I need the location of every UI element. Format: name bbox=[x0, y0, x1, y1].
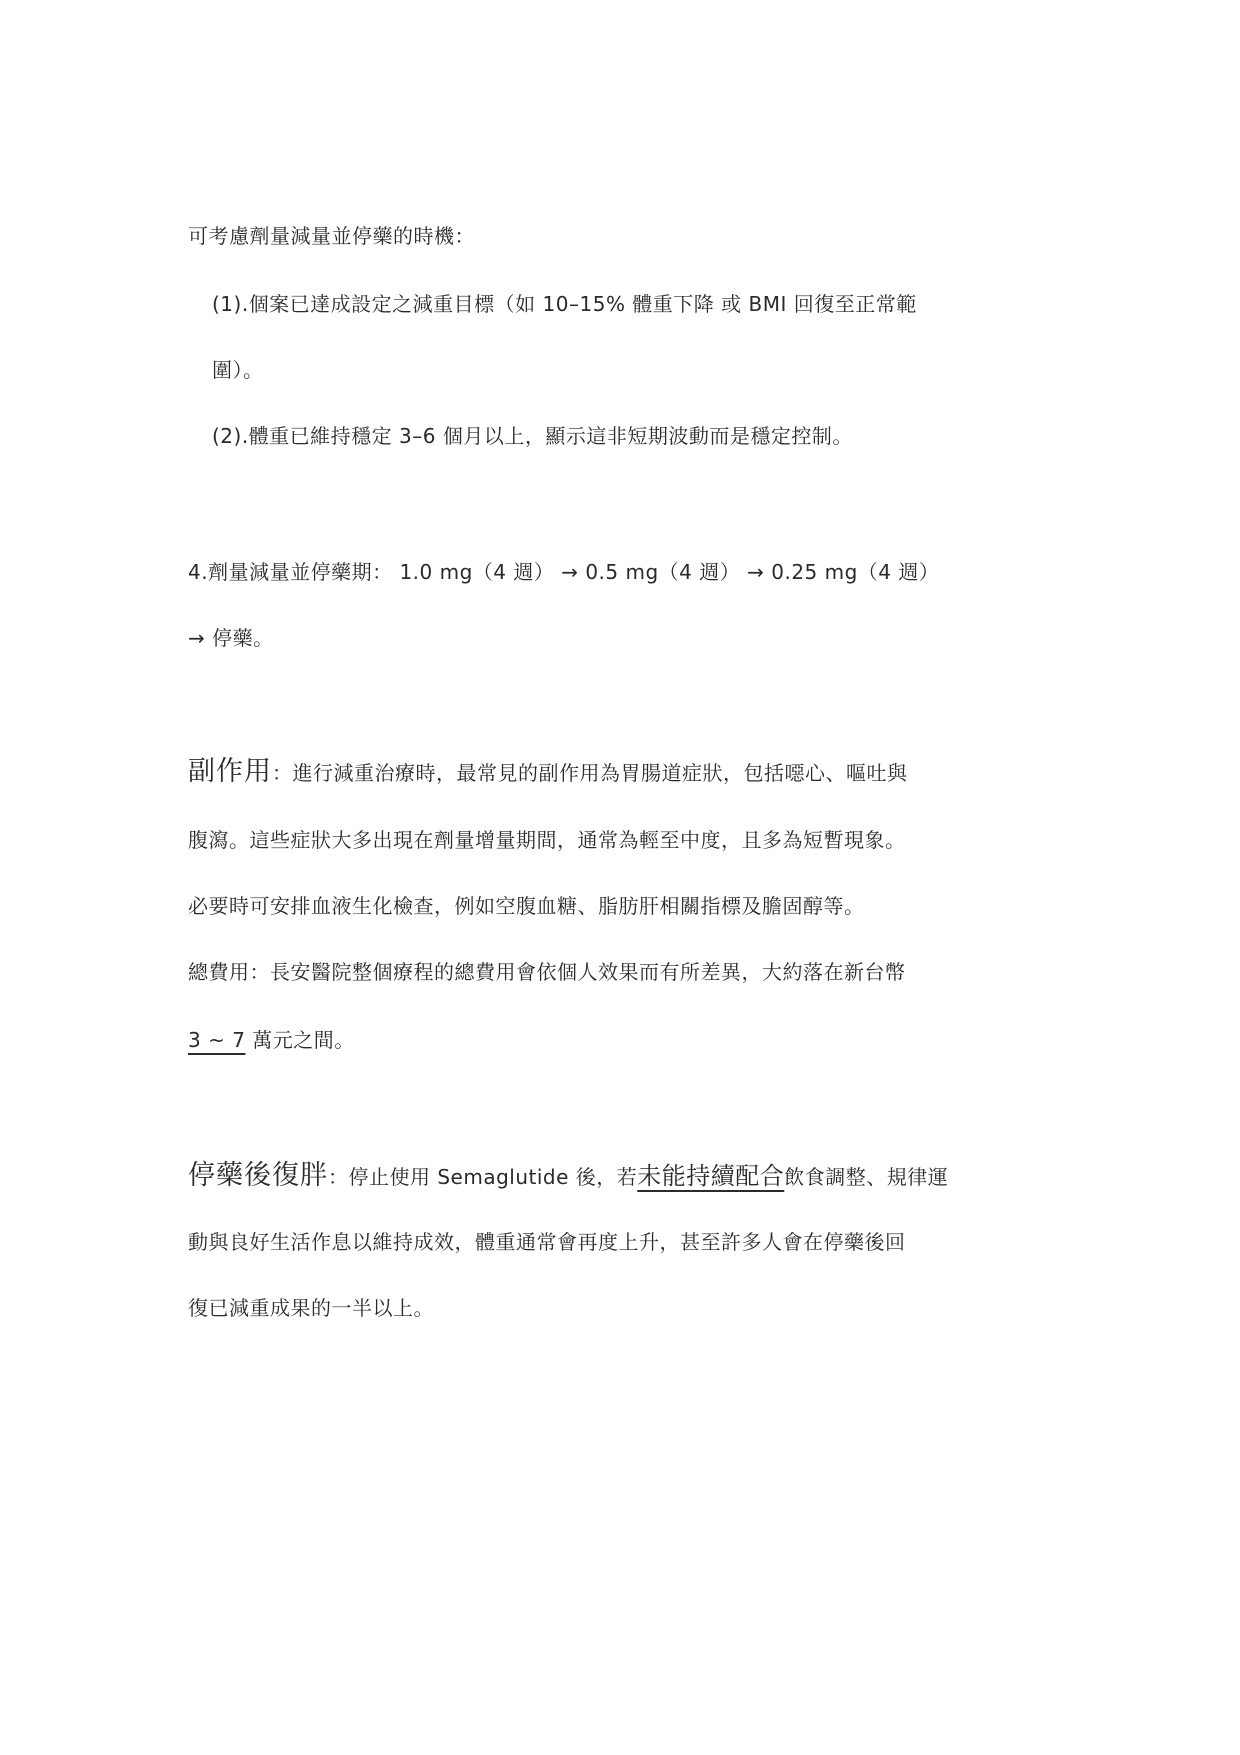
rebound-label: 停藥後復胖 bbox=[188, 1160, 328, 1191]
side-effects-label: 副作用 bbox=[188, 756, 272, 787]
rebound-underlined-text: 未能持續配合 bbox=[637, 1162, 785, 1190]
stop-timing-item-1-line-1: (1).個案已達成設定之減重目標（如 10–15% 體重下降 或 BMI 回復至正常範 bbox=[212, 292, 917, 316]
rebound-paragraph-line-2: 動與良好生活作息以維持成效，體重通常會再度上升，甚至許多人會在停藥後回 bbox=[188, 1230, 906, 1254]
cost-paragraph-line-2 bbox=[188, 1026, 355, 1054]
cost-paragraph-line-1: 總費用：長安醫院整個療程的總費用會依個人效果而有所差異，大約落在新台幣 bbox=[188, 960, 906, 984]
rebound-paragraph-line-3: 復已減重成果的一半以上。 bbox=[188, 1296, 434, 1320]
stop-timing-title: 可考慮劑量減量並停藥的時機： bbox=[188, 224, 475, 248]
side-effects-paragraph-line-2: 腹瀉。這些症狀大多出現在劑量增量期間，通常為輕至中度，且多為短暫現象。 bbox=[188, 828, 906, 852]
cost-range: 3 ~ 7 bbox=[188, 1028, 246, 1052]
rebound-text-mid: ：停止使用 Semaglutide 後，若 bbox=[328, 1165, 638, 1189]
side-effects-paragraph-line-1 bbox=[188, 758, 908, 787]
taper-schedule-line-2: → 停藥。 bbox=[188, 626, 274, 650]
stop-timing-item-1-line-2: 圍）。 bbox=[212, 358, 264, 382]
taper-schedule-line-1: 4.劑量減量並停藥期： 1.0 mg（4 週） → 0.5 mg（4 週） → 0.25 mg（4 週） bbox=[188, 560, 940, 584]
side-effects-text: ：進行減重治療時，最常見的副作用為胃腸道症狀，包括噁心、嘔吐與 bbox=[272, 761, 908, 785]
rebound-text-end: 飲食調整、規律運 bbox=[784, 1165, 949, 1189]
rebound-paragraph-line-1 bbox=[188, 1162, 948, 1191]
stop-timing-item-2: (2).體重已維持穩定 3–6 個月以上，顯示這非短期波動而是穩定控制。 bbox=[212, 424, 853, 448]
side-effects-paragraph-line-3: 必要時可安排血液生化檢查，例如空腹血糖、脂肪肝相關指標及膽固醇等。 bbox=[188, 894, 865, 918]
cost-unit: 萬元之間。 bbox=[245, 1028, 355, 1052]
